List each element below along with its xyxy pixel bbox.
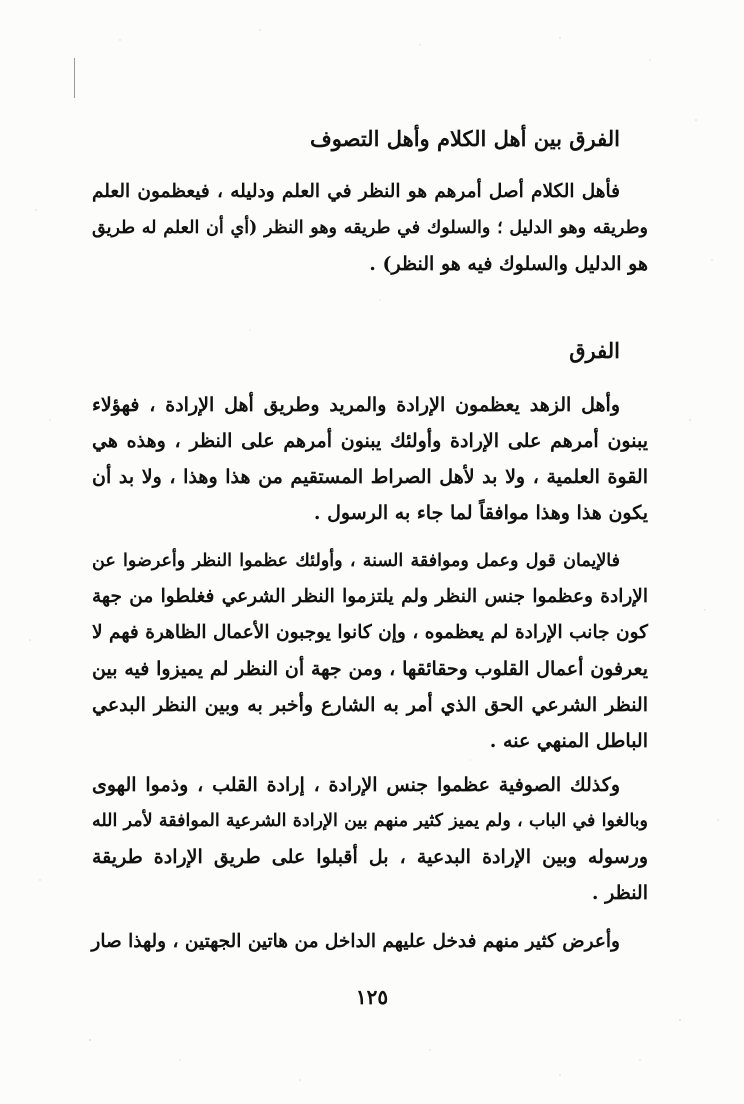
paragraph-line: يكون هذا وهذا موافقاً لما جاء به الرسول . xyxy=(313,502,648,524)
paragraph-line: القوة العلمية ، ولا بد لأهل الصراط المستقيم من هذا وهذا ، ولا بد أن xyxy=(92,466,648,488)
paragraph-2 xyxy=(92,387,648,531)
paragraph-line: يعرفون أعمال القلوب وحقائقها ، ومن جهة أن النظر لم يميزوا فيه بين xyxy=(92,658,648,680)
paragraph-line: وأهل الزهد يعظمون الإرادة والمريد وطريق أهل الإرادة ، فهؤلاء xyxy=(92,394,620,416)
page-number: ١٢٥ xyxy=(355,985,389,1009)
paragraph-line: يبنون أمرهم على الإرادة وأولئك يبنون أمرهم على النظر ، وهذه هي xyxy=(92,430,648,452)
paragraph-line: الإرادة وعظموا جنس النظر ولم يلتزموا النظر الشرعي فغلطوا من جهة xyxy=(92,586,648,607)
section-heading-1: الفرق بين أهل الكلام وأهل التصوف xyxy=(310,126,620,151)
paragraph-line: وبالغوا في الباب ، ولم يميز كثير منهم بين الإرادة الشرعية الموافقة لأمر الله xyxy=(92,811,648,831)
margin-mark xyxy=(74,58,78,98)
paragraph-line: ورسوله وبين الإرادة البدعية ، بل أقبلوا على طريق الإرادة طريقة xyxy=(92,846,648,868)
paragraph-1 xyxy=(92,174,648,282)
paragraph-line: وكذلك الصوفية عظموا جنس الإرادة ، إرادة القلب ، وذموا الهوى xyxy=(92,774,620,796)
paragraph-line: كون جانب الإرادة لم يعظموه ، وإن كانوا يوجبون الأعمال الظاهرة فهم لا xyxy=(92,622,648,643)
paragraph-line: هو الدليل والسلوك فيه هو النظر) . xyxy=(369,253,648,275)
paragraph-3 xyxy=(92,543,648,759)
section-heading-2: الفرق xyxy=(569,338,620,363)
paragraph-4 xyxy=(92,767,648,911)
paragraph-line: الباطل المنهي عنه . xyxy=(489,730,648,752)
paragraph-5 xyxy=(92,924,648,960)
paragraph-line: النظر . xyxy=(591,882,648,904)
paragraph-line: فأهل الكلام أصل أمرهم هو النظر في العلم ودليله ، فيعظمون العلم xyxy=(92,181,620,202)
paragraph-line: وأعرض كثير منهم فدخل عليهم الداخل من هاتين الجهتين ، ولهذا صار xyxy=(91,931,620,952)
paragraph-line: النظر الشرعي الحق الذي أمر به الشارع وأخبر به وبين النظر البدعي xyxy=(92,694,648,716)
paragraph-line: وطريقه وهو الدليل ؛ والسلوك في طريقه وهو النظر (أي أن العلم له طريق xyxy=(92,218,648,238)
paragraph-line: فالإيمان قول وعمل وموافقة السنة ، وأولئك عظموا النظر وأعرضوا عن xyxy=(92,551,620,571)
